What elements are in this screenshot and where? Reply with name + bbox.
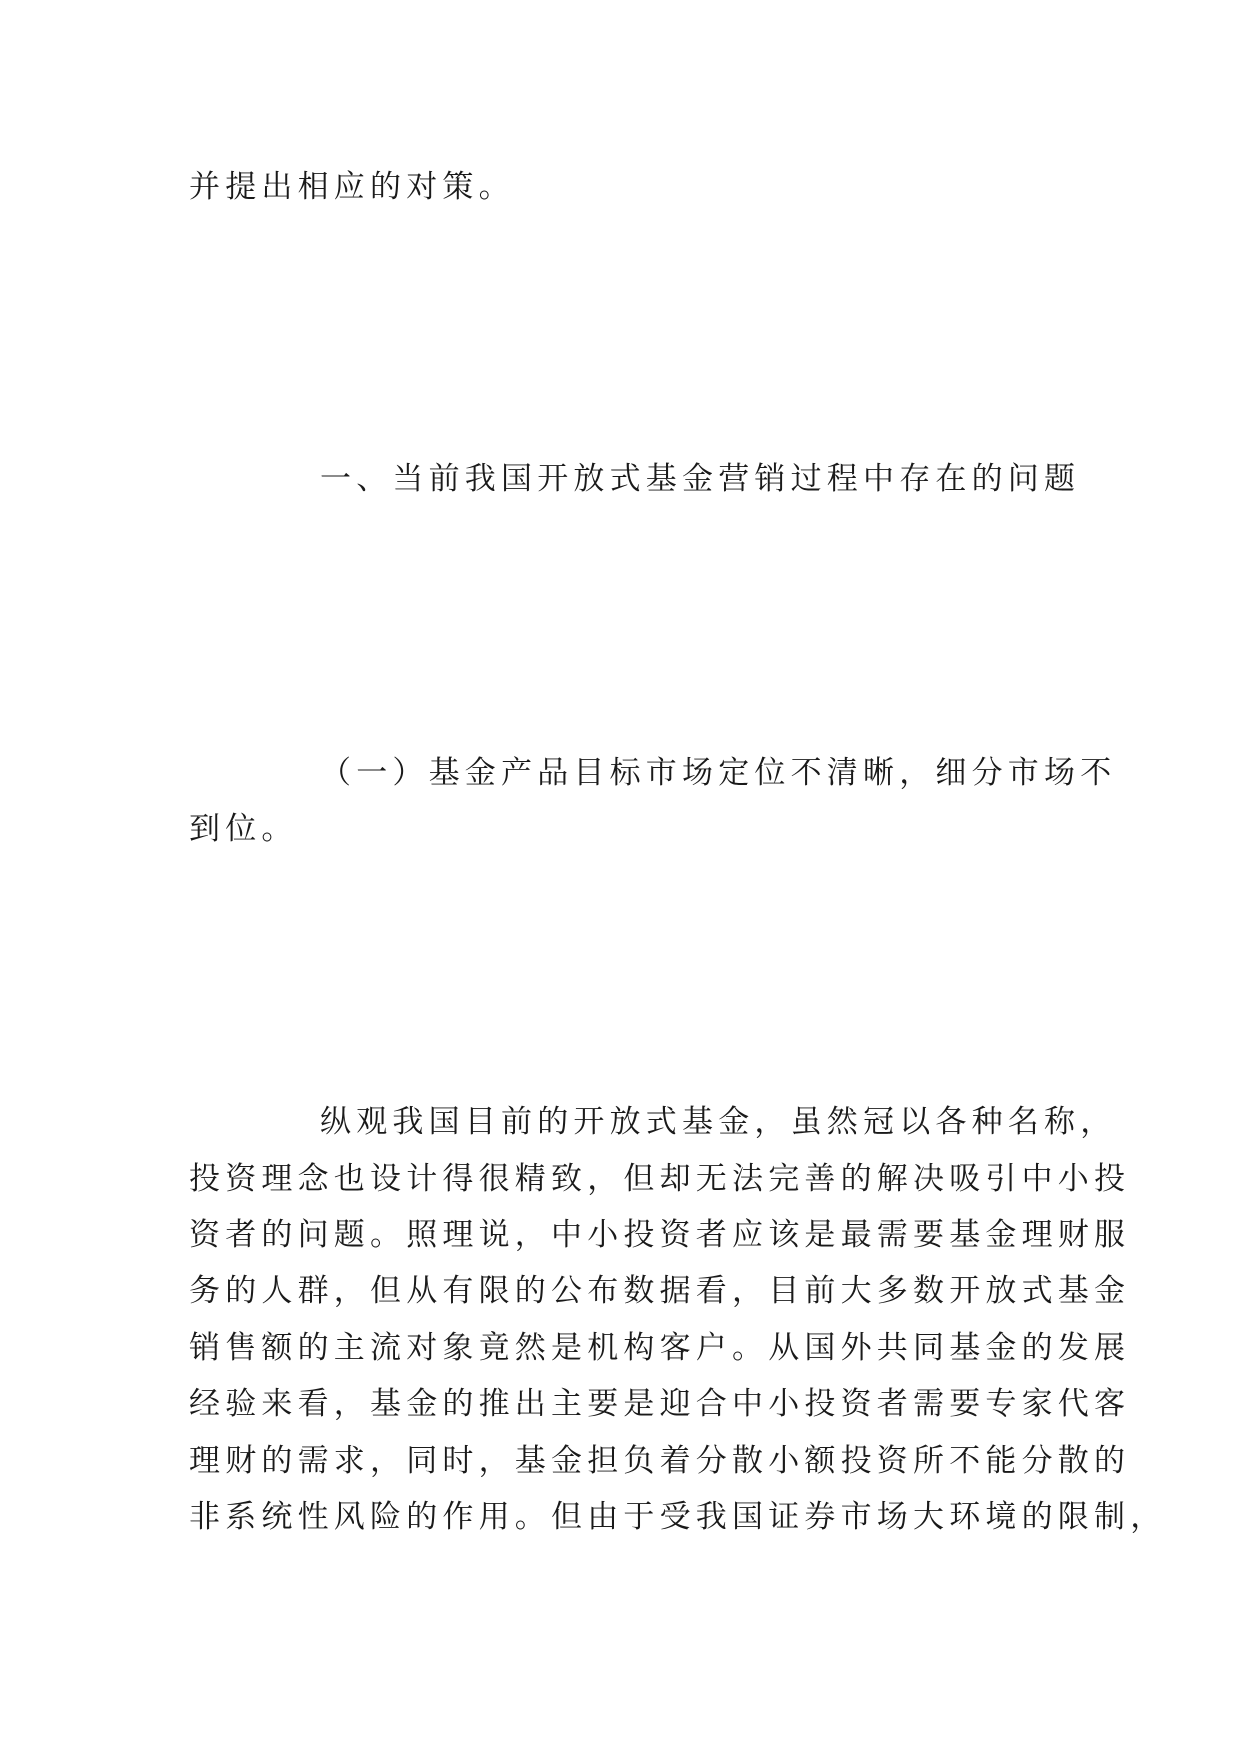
paragraph-line: 务的人群，但从有限的公布数据看，目前大多数开放式基金 [189,1273,1131,1309]
subsection-heading-line-2: 到位。 [189,811,298,847]
subsection-heading-line-1: （一）基金产品目标市场定位不清晰，细分市场不 [320,755,1117,791]
paragraph-line: 理财的需求，同时，基金担负着分散小额投资所不能分散的 [189,1443,1131,1479]
continuation-text: 并提出相应的对策。 [189,169,515,205]
paragraph-line: 销售额的主流对象竟然是机构客户。从国外共同基金的发展 [189,1330,1131,1366]
paragraph-line: 资者的问题。照理说，中小投资者应该是最需要基金理财服 [189,1217,1131,1253]
section-heading: 一、当前我国开放式基金营销过程中存在的问题 [320,461,1081,497]
paragraph-line: 纵观我国目前的开放式基金，虽然冠以各种名称， [320,1104,1117,1140]
paragraph-line: 非系统性风险的作用。但由于受我国证券市场大环境的限制， [189,1499,1167,1535]
paragraph-line: 投资理念也设计得很精致，但却无法完善的解决吸引中小投 [189,1161,1131,1197]
paragraph-line: 经验来看，基金的推出主要是迎合中小投资者需要专家代客 [189,1386,1131,1422]
